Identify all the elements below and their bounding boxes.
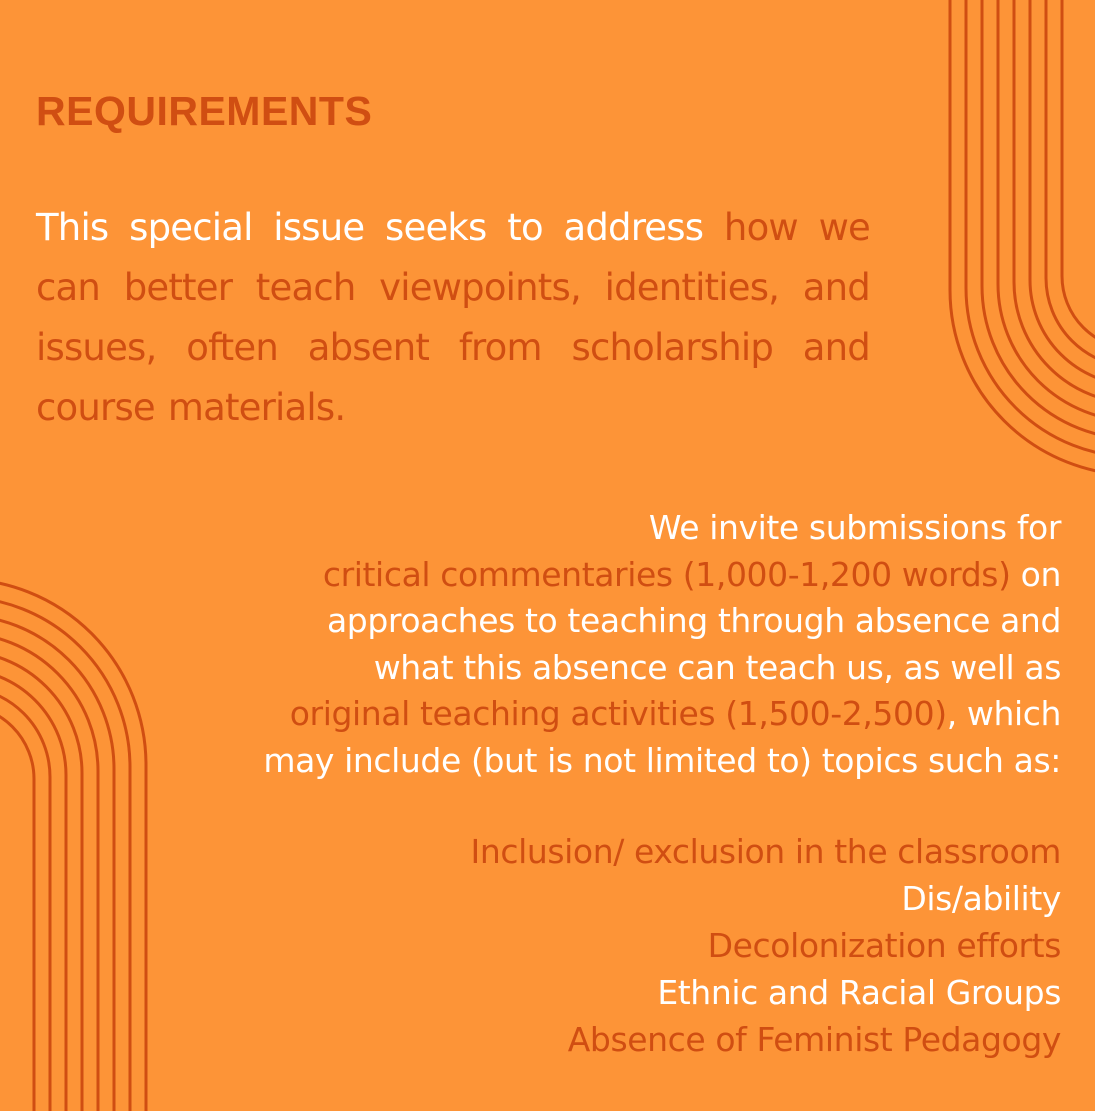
invite-line-2-rest: on — [1010, 554, 1061, 594]
page-title: REQUIREMENTS — [36, 88, 373, 134]
invite-line-3: approaches to teaching through absence and — [326, 601, 1061, 640]
invite-line-5 — [101, 691, 1061, 738]
topic-item: Dis/ability — [901, 879, 1061, 918]
intro-paragraph — [36, 198, 870, 438]
invite-line-4: what this absence can teach us, as well as — [373, 647, 1061, 687]
invite-line-2 — [101, 552, 1061, 599]
arch-line — [1062, 0, 1095, 349]
arch-line — [0, 705, 34, 1111]
topic-item: Inclusion/ exclusion in the classroom — [470, 832, 1061, 871]
arch-line — [950, 0, 1095, 475]
arch-line — [0, 687, 50, 1111]
topics-list — [261, 828, 1061, 1063]
top-right-arch-lines — [950, 0, 1095, 475]
arch-line — [0, 651, 82, 1111]
arch-line — [1014, 0, 1095, 403]
invitation-paragraph — [101, 505, 1061, 784]
intro-highlight-text: how we can better teach viewpoints, identities, and issues, often absent from scholarship and course materials. — [36, 206, 870, 429]
intro-lead-text: This special issue seeks to address — [36, 206, 704, 249]
invite-line-5-rest: , which — [946, 694, 1061, 733]
topic-item: Ethnic and Racial Groups — [657, 973, 1061, 1012]
topic-item: Absence of Feminist Pedagogy — [567, 1020, 1061, 1059]
invite-line-1: We invite submissions for — [648, 508, 1061, 547]
topic-item: Decolonization efforts — [707, 926, 1061, 965]
commentaries-highlight: critical commentaries (1,000-1,200 words) — [322, 554, 1011, 594]
invite-line-6: may include (but is not limited to) topics such as: — [263, 740, 1061, 780]
activities-highlight: original teaching activities (1,500-2,500) — [289, 694, 947, 733]
